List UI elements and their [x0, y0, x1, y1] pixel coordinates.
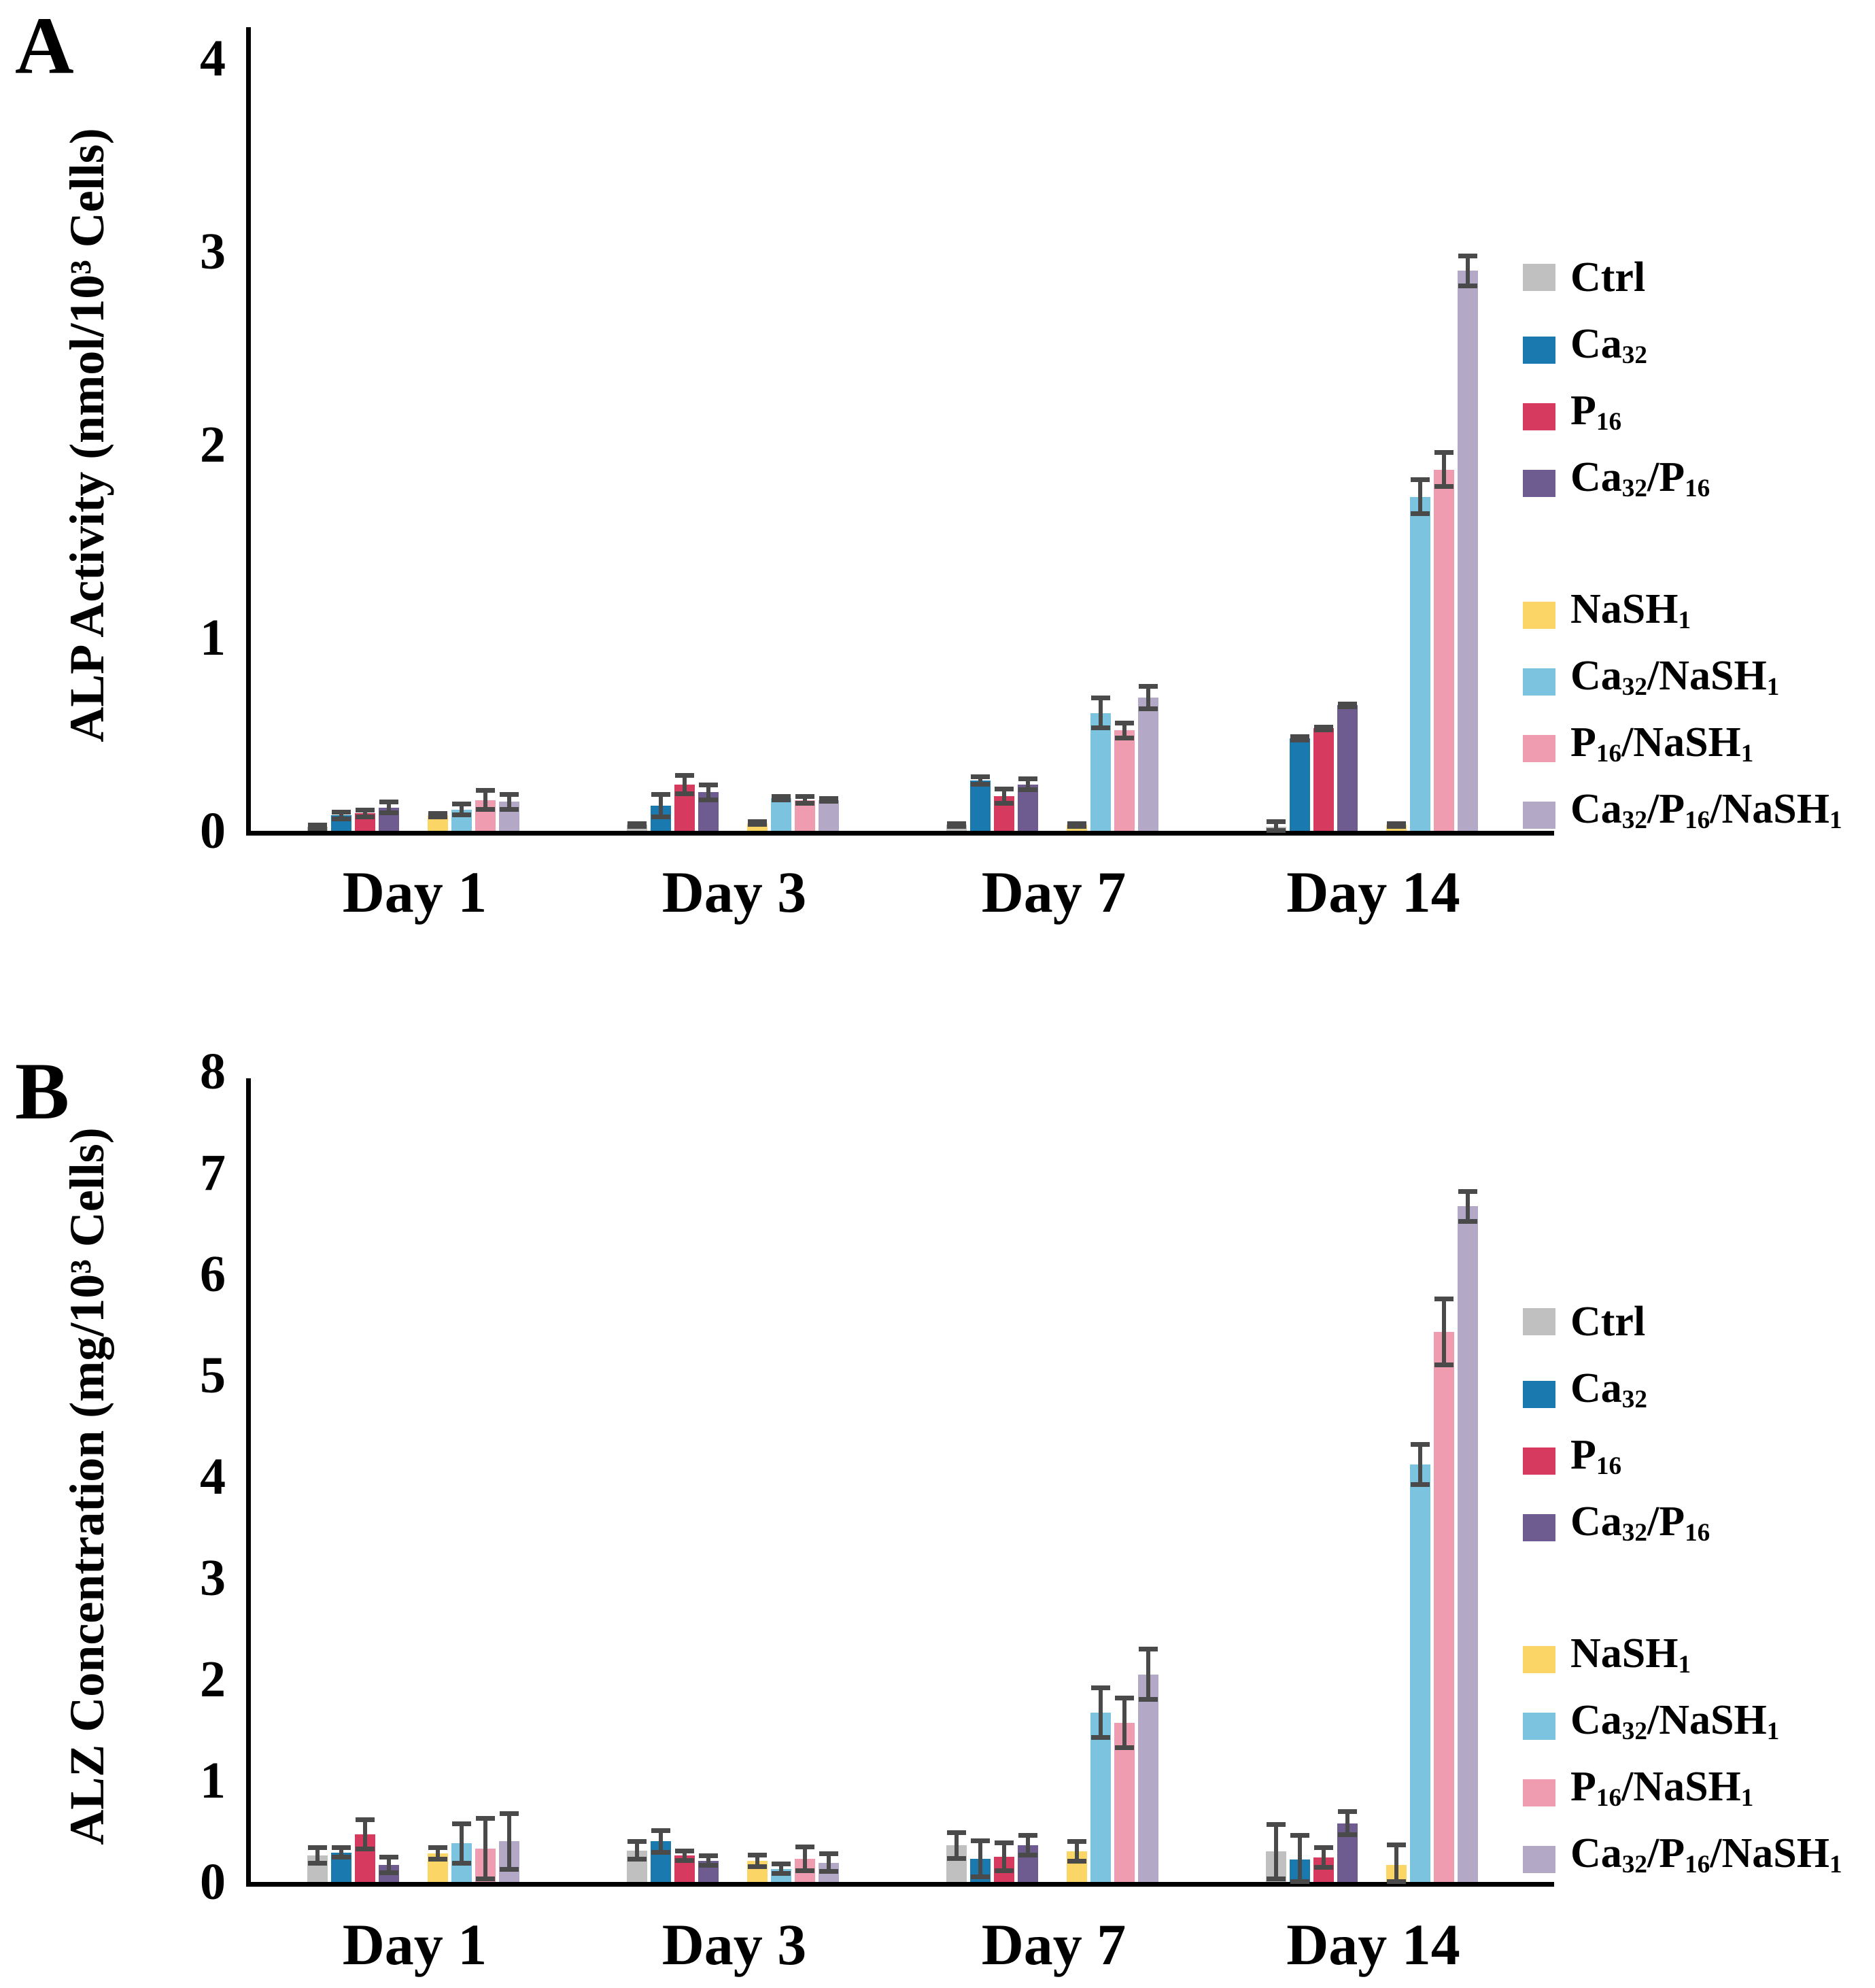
panel-a-error-cap-bottom-ca32-day2 — [651, 815, 670, 819]
legend-label-subscript: 32 — [1621, 673, 1647, 702]
panel-a-y-tick-label: 0 — [200, 802, 226, 859]
panel-b-error-cap-top-ctrl-day4 — [1267, 1822, 1286, 1827]
panel-b-error-cap-top-ca32-nash1-day3 — [1091, 1685, 1110, 1690]
panel-b-error-cap-bottom-p16-day4 — [1314, 1865, 1333, 1870]
panel-b-y-tick-label: 4 — [200, 1448, 226, 1505]
panel-b-error-cap-top-p16-nash1-day3 — [1115, 1696, 1134, 1700]
panel-b-y-tick-label: 0 — [200, 1853, 226, 1910]
panel-b-y-axis — [246, 1078, 251, 1887]
panel-b-bar-ca32-p16-nash1-day3 — [1138, 1675, 1158, 1882]
legend-label-ca32-p16 — [1570, 450, 1710, 516]
panel-a-x-category-label: Day 3 — [661, 859, 807, 925]
legend-label-subscript: 16 — [1685, 475, 1710, 503]
panel-a-error-cap-bottom-p16-nash1-day3 — [1115, 736, 1134, 740]
panel-b-error-bar-p16-nash1-day1 — [483, 1818, 487, 1879]
panel-a-y-tick-label: 4 — [200, 30, 226, 87]
legend-label-text: /NaSH — [1710, 1830, 1829, 1876]
panel-b-legend-item-ca32-p16-nash1 — [1523, 1826, 1842, 1892]
panel-b-error-bar-p16-nash1-day2 — [803, 1847, 807, 1871]
panel-b-letter: B — [15, 1046, 71, 1136]
panel-b-y-tick-label: 2 — [200, 1651, 226, 1708]
panel-b-y-tick-label: 6 — [200, 1246, 226, 1303]
panel-a-error-cap-top-p16-day3 — [995, 787, 1014, 791]
panel-b-error-cap-bottom-nash1-day3 — [1067, 1859, 1086, 1864]
legend-label-ca32-nash1 — [1570, 1693, 1779, 1759]
panel-a-error-cap-top-ca32-p16-nash1-day1 — [500, 792, 519, 797]
panel-b-error-cap-top-p16-day4 — [1314, 1845, 1333, 1850]
legend-label-subscript: 16 — [1685, 1851, 1710, 1879]
panel-b-error-cap-bottom-ca32-p16-nash1-day2 — [819, 1869, 838, 1874]
legend-label-text: Ca — [1570, 454, 1622, 500]
panel-b-error-cap-bottom-ca32-p16-day1 — [379, 1870, 398, 1875]
panel-b-error-bar-p16-day3 — [1002, 1843, 1006, 1871]
panel-a-error-cap-top-ca32-day2 — [651, 792, 670, 797]
panel-b-error-cap-top-ctrl-day1 — [308, 1845, 327, 1850]
panel-b-legend-item-p16-nash1 — [1523, 1760, 1753, 1826]
panel-b-error-cap-top-p16-day2 — [675, 1849, 694, 1853]
panel-a-error-cap-top-ca32-nash1-day4 — [1411, 477, 1430, 482]
panel-a-error-bar-ca32-nash1-day3 — [1099, 698, 1103, 728]
panel-b-error-cap-bottom-ca32-p16-nash1-day4 — [1458, 1219, 1477, 1224]
panel-a-error-cap-bottom-p16-nash1-day4 — [1434, 484, 1453, 489]
panel-b-error-cap-bottom-ctrl-day2 — [627, 1857, 647, 1862]
panel-b-bar-ca32-p16-nash1-day4 — [1458, 1206, 1478, 1882]
panel-b-y-tick-label: 1 — [200, 1752, 226, 1809]
legend-label-text: /NaSH — [1710, 786, 1829, 832]
panel-b-error-cap-top-ca32-day3 — [971, 1838, 990, 1843]
panel-a-error-cap-top-p16-nash1-day2 — [795, 794, 814, 799]
panel-b-error-cap-top-p16-nash1-day1 — [476, 1816, 495, 1821]
panel-a-error-cap-bottom-nash1-day3 — [1067, 824, 1086, 829]
legend-label-text: Ctrl — [1570, 254, 1646, 301]
panel-b-error-cap-top-p16-nash1-day4 — [1434, 1297, 1453, 1301]
panel-a-bar-ca32-nash1-day2 — [771, 798, 791, 831]
panel-a-error-cap-bottom-ca32-p16-nash1-day4 — [1458, 284, 1477, 288]
legend-label-text: /P — [1647, 1830, 1685, 1876]
panel-a-error-cap-bottom-ca32-p16-nash1-day1 — [500, 807, 519, 812]
legend-label-text: /P — [1647, 1498, 1685, 1545]
panel-b-error-cap-top-ca32-p16-day2 — [699, 1853, 718, 1858]
panel-a-bar-p16-day4 — [1313, 728, 1334, 831]
panel-a-legend-item-ca32-p16-nash1 — [1523, 782, 1842, 848]
legend-label-text: /NaSH — [1621, 719, 1741, 766]
panel-b-error-cap-bottom-ca32-day1 — [332, 1855, 351, 1860]
panel-b-error-cap-top-ca32-nash1-day4 — [1411, 1442, 1430, 1447]
panel-b-error-bar-ctrl-day4 — [1274, 1824, 1278, 1879]
panel-a-letter: A — [15, 0, 75, 90]
panel-a-error-cap-bottom-ca32-day4 — [1290, 738, 1309, 742]
legend-label-text: P — [1570, 1764, 1596, 1810]
legend-label-text: NaSH — [1570, 1630, 1679, 1677]
legend-label-subscript: 1 — [1678, 1651, 1691, 1679]
panel-a-bar-ca32-nash1-day3 — [1090, 713, 1111, 831]
legend-label-text: Ca — [1570, 1697, 1622, 1743]
panel-b-error-cap-top-ca32-p16-day1 — [379, 1855, 398, 1860]
panel-b-error-bar-ca32-day3 — [978, 1840, 982, 1877]
panel-b-error-cap-bottom-ctrl-day1 — [308, 1861, 327, 1866]
panel-b-y-tick-label: 3 — [200, 1549, 226, 1607]
panel-b-error-bar-ca32-nash1-day4 — [1418, 1444, 1422, 1485]
legend-swatch-ca32 — [1523, 1381, 1555, 1408]
panel-a-error-cap-top-ca32-p16-day3 — [1018, 776, 1037, 781]
legend-swatch-ca32-p16 — [1523, 470, 1555, 497]
legend-label-text: /P — [1647, 786, 1685, 832]
panel-b-error-cap-bottom-ca32-nash1-day3 — [1091, 1735, 1110, 1740]
panel-b-error-cap-top-nash1-day1 — [428, 1845, 447, 1850]
panel-b-error-cap-bottom-ca32-p16-day3 — [1018, 1853, 1037, 1857]
panel-b-error-cap-bottom-p16-day3 — [995, 1868, 1014, 1873]
panel-a-error-cap-bottom-p16-nash1-day1 — [476, 807, 495, 812]
legend-label-subscript: 1 — [1678, 606, 1691, 635]
panel-a-y-tick-label: 3 — [200, 223, 226, 280]
legend-label-subscript: 32 — [1621, 1386, 1647, 1414]
panel-b-error-cap-top-p16-day3 — [995, 1840, 1014, 1845]
legend-label-text: /P — [1647, 454, 1685, 500]
panel-b-error-cap-bottom-p16-nash1-day2 — [795, 1868, 814, 1873]
panel-b-error-cap-top-nash1-day2 — [748, 1853, 767, 1857]
panel-a-error-cap-top-p16-nash1-day1 — [476, 788, 495, 793]
panel-a-error-cap-bottom-ca32-nash1-day4 — [1411, 511, 1430, 516]
legend-swatch-ca32-nash1 — [1523, 668, 1555, 696]
panel-b-bar-ca32-nash1-day4 — [1410, 1464, 1430, 1882]
panel-b-error-cap-top-p16-nash1-day2 — [795, 1845, 814, 1849]
legend-swatch-p16 — [1523, 403, 1555, 430]
panel-a-error-cap-bottom-ctrl-day3 — [947, 824, 966, 829]
panel-b-error-cap-top-ca32-p16-nash1-day1 — [500, 1811, 519, 1816]
panel-a-bar-p16-nash1-day3 — [1114, 730, 1135, 831]
panel-a-error-cap-bottom-ctrl-day4 — [1267, 828, 1286, 833]
legend-label-ctrl — [1570, 1295, 1645, 1349]
panel-b-x-category-label: Day 7 — [981, 1912, 1126, 1977]
panel-b-error-bar-ctrl-day3 — [954, 1832, 959, 1859]
panel-b-error-cap-top-ca32-p16-nash1-day2 — [819, 1851, 838, 1856]
legend-label-subscript: 32 — [1621, 806, 1647, 835]
panel-a-bar-ca32-day4 — [1290, 738, 1310, 831]
legend-label-text: Ca — [1570, 1498, 1622, 1545]
panel-b-error-bar-p16-nash1-day3 — [1122, 1698, 1126, 1749]
legend-label-text: /NaSH — [1647, 1697, 1767, 1743]
legend-label-p16 — [1570, 1428, 1621, 1494]
panel-a-error-cap-bottom-ca32-p16-day2 — [699, 798, 718, 802]
legend-label-subscript: 16 — [1596, 1784, 1622, 1813]
panel-b-legend-item-p16 — [1523, 1428, 1621, 1494]
panel-a-legend-item-nash1 — [1523, 582, 1691, 648]
panel-b-legend-item-ca32 — [1523, 1361, 1647, 1427]
panel-a-error-cap-bottom-p16-day4 — [1314, 727, 1333, 732]
panel-b-error-cap-bottom-p16-nash1-day1 — [476, 1876, 495, 1881]
legend-label-text: P — [1570, 388, 1596, 434]
legend-swatch-ca32-p16-nash1 — [1523, 802, 1555, 829]
panel-b-error-cap-top-nash1-day3 — [1067, 1839, 1086, 1844]
panel-a-error-cap-top-p16-day1 — [356, 808, 375, 812]
panel-b-error-cap-top-ca32-nash1-day1 — [452, 1821, 471, 1826]
panel-a-error-cap-bottom-p16-day1 — [356, 815, 375, 819]
panel-b-error-cap-top-ctrl-day3 — [947, 1830, 966, 1835]
panel-a-error-cap-top-ca32-day1 — [332, 810, 351, 815]
panel-b-error-cap-top-ca32-day1 — [332, 1845, 351, 1850]
legend-label-ca32-p16-nash1 — [1570, 782, 1842, 848]
panel-b-x-axis — [246, 1882, 1554, 1887]
panel-a-error-bar-p16-nash1-day4 — [1442, 452, 1446, 487]
panel-a-bar-ca32-day3 — [970, 781, 991, 831]
panel-b-error-cap-bottom-ca32-nash1-day4 — [1411, 1482, 1430, 1487]
panel-a-error-cap-bottom-ca32-day1 — [332, 817, 351, 821]
panel-a-error-cap-bottom-ca32-nash1-day3 — [1091, 725, 1110, 730]
panel-b-error-cap-bottom-ca32-nash1-day1 — [452, 1861, 471, 1866]
panel-b-error-bar-ca32-p16-nash1-day3 — [1146, 1649, 1150, 1700]
panel-a-error-cap-top-p16-nash1-day4 — [1434, 450, 1453, 455]
legend-label-p16-nash1 — [1570, 1760, 1753, 1826]
legend-label-subscript: 1 — [1740, 1784, 1754, 1813]
legend-label-subscript: 32 — [1621, 1717, 1647, 1746]
panel-b-error-cap-bottom-p16-day1 — [356, 1847, 375, 1851]
legend-label-text: /NaSH — [1647, 653, 1767, 699]
panel-a-error-bar-ca32-p16-nash1-day3 — [1146, 686, 1150, 709]
legend-label-nash1 — [1570, 582, 1691, 648]
panel-b-error-cap-top-ca32-p16-nash1-day3 — [1139, 1647, 1158, 1651]
legend-label-subscript: 16 — [1685, 806, 1710, 835]
legend-label-subscript: 1 — [1766, 1717, 1780, 1746]
panel-a-x-axis — [246, 831, 1554, 836]
panel-b-error-cap-top-ca32-p16-day3 — [1018, 1833, 1037, 1838]
panel-b-error-cap-bottom-p16-nash1-day4 — [1434, 1363, 1453, 1367]
panel-a-y-axis — [246, 27, 251, 836]
legend-label-p16 — [1570, 383, 1621, 449]
panel-a-error-cap-bottom-ca32-p16-nash1-day3 — [1139, 706, 1158, 711]
panel-a-error-cap-top-p16-day2 — [675, 773, 694, 778]
panel-a-bar-ca32-p16-nash1-day2 — [819, 800, 839, 831]
panel-b-error-cap-top-nash1-day4 — [1387, 1843, 1406, 1847]
legend-label-text: Ca — [1570, 1830, 1622, 1876]
panel-a-error-cap-bottom-ca32-p16-day3 — [1018, 787, 1037, 792]
panel-a-error-cap-top-ca32-p16-nash1-day3 — [1139, 684, 1158, 689]
panel-a-error-cap-bottom-nash1-day2 — [748, 822, 767, 827]
legend-label-subscript: 32 — [1621, 1519, 1647, 1547]
panel-a-legend-item-p16-nash1 — [1523, 715, 1753, 781]
legend-label-text: Ctrl — [1570, 1299, 1646, 1345]
panel-a-error-cap-top-ctrl-day4 — [1267, 819, 1286, 824]
legend-label-subscript: 1 — [1740, 740, 1754, 768]
legend-label-subscript: 16 — [1596, 740, 1622, 768]
panel-b-legend-item-ca32-nash1 — [1523, 1693, 1779, 1759]
panel-a-y-axis-title: ALP Activity (nmol/10³ Cells) — [60, 128, 114, 742]
panel-a-x-category-label: Day 14 — [1286, 859, 1460, 925]
panel-b-error-cap-bottom-nash1-day2 — [748, 1864, 767, 1869]
legend-label-text: P — [1570, 719, 1596, 766]
panel-a-error-cap-bottom-ctrl-day1 — [308, 826, 327, 831]
panel-b-error-cap-bottom-p16-day2 — [675, 1858, 694, 1863]
panel-a-bar-ca32-p16-day4 — [1337, 705, 1358, 831]
panel-a-error-cap-bottom-p16-nash1-day2 — [795, 801, 814, 806]
panel-a-error-cap-bottom-ca32-nash1-day1 — [452, 812, 471, 817]
panel-b-error-bar-ca32-p16-day4 — [1345, 1811, 1349, 1836]
legend-label-text: Ca — [1570, 1365, 1622, 1411]
legend-label-subscript: 1 — [1829, 1851, 1842, 1879]
panel-b-error-cap-bottom-ca32-p16-nash1-day1 — [500, 1867, 519, 1872]
legend-label-nash1 — [1570, 1626, 1691, 1692]
panel-a-error-cap-top-ca32-day3 — [971, 774, 990, 779]
legend-label-text: Ca — [1570, 321, 1622, 367]
panel-a-legend-item-ca32 — [1523, 317, 1647, 383]
panel-b-error-bar-ca32-p16-nash1-day4 — [1466, 1191, 1470, 1222]
panel-b-legend-item-ca32-p16 — [1523, 1494, 1710, 1560]
panel-b-error-cap-bottom-nash1-day4 — [1387, 1879, 1406, 1884]
legend-label-text: Ca — [1570, 786, 1622, 832]
panel-a-legend-item-p16 — [1523, 383, 1621, 449]
legend-label-text: Ca — [1570, 653, 1622, 699]
panel-a-error-cap-bottom-nash1-day4 — [1387, 824, 1406, 829]
panel-a-error-bar-ca32-day2 — [659, 794, 663, 817]
panel-a-y-tick-label: 1 — [200, 609, 226, 666]
legend-label-ca32 — [1570, 1361, 1647, 1427]
panel-a-x-category-label: Day 7 — [981, 859, 1126, 925]
panel-a-x-category-label: Day 1 — [342, 859, 487, 925]
panel-b-error-bar-ca32-nash1-day1 — [460, 1823, 464, 1864]
panel-b-error-cap-bottom-ca32-nash1-day2 — [772, 1871, 791, 1876]
legend-label-text: /NaSH — [1621, 1764, 1741, 1810]
panel-b-error-bar-nash1-day4 — [1394, 1845, 1398, 1882]
legend-label-text: NaSH — [1570, 586, 1679, 632]
legend-swatch-ca32-p16-nash1 — [1523, 1846, 1555, 1873]
panel-b-error-bar-ca32-p16-nash1-day1 — [507, 1813, 511, 1870]
panel-a-error-bar-ca32-p16-nash1-day4 — [1466, 256, 1470, 286]
legend-swatch-nash1 — [1523, 1646, 1555, 1673]
legend-swatch-ctrl — [1523, 264, 1555, 291]
panel-a-error-cap-top-ca32-p16-nash1-day4 — [1458, 254, 1477, 258]
legend-label-text: P — [1570, 1432, 1596, 1478]
panel-b-error-cap-bottom-ca32-p16-day2 — [699, 1863, 718, 1868]
legend-label-ca32-p16-nash1 — [1570, 1826, 1842, 1892]
panel-b-error-cap-bottom-p16-nash1-day3 — [1115, 1745, 1134, 1750]
panel-b-error-bar-p16-nash1-day4 — [1442, 1299, 1446, 1365]
panel-a-error-cap-top-ca32-p16-day1 — [379, 800, 398, 804]
panel-a-legend-item-ca32-nash1 — [1523, 649, 1779, 715]
panel-b-error-bar-ca32-nash1-day3 — [1099, 1687, 1103, 1738]
panel-b-error-cap-top-ca32-p16-nash1-day4 — [1458, 1189, 1477, 1194]
legend-label-ca32-nash1 — [1570, 649, 1779, 715]
legend-swatch-nash1 — [1523, 602, 1555, 629]
legend-label-subscript: 16 — [1596, 1452, 1622, 1481]
panel-a-error-cap-bottom-ca32-p16-nash1-day2 — [819, 799, 838, 804]
panel-b-error-cap-bottom-ca32-day3 — [971, 1874, 990, 1879]
panel-a-y-tick-label: 2 — [200, 416, 226, 473]
panel-b-error-bar-p16-day1 — [363, 1819, 367, 1850]
panel-a-bar-ca32-nash1-day4 — [1410, 497, 1430, 831]
panel-b-legend-item-nash1 — [1523, 1626, 1691, 1692]
panel-a-error-cap-top-ca32-nash1-day1 — [452, 802, 471, 806]
legend-label-subscript: 1 — [1829, 806, 1842, 835]
legend-label-subscript: 32 — [1621, 475, 1647, 503]
panel-a-legend-item-ctrl — [1523, 250, 1645, 305]
panel-b-y-tick-label: 5 — [200, 1347, 226, 1404]
legend-swatch-ca32-nash1 — [1523, 1713, 1555, 1740]
panel-b-legend-item-ctrl — [1523, 1295, 1645, 1349]
panel-b-error-cap-bottom-nash1-day1 — [428, 1857, 447, 1862]
panel-a-error-cap-bottom-ca32-day3 — [971, 782, 990, 787]
panel-b-error-cap-bottom-ctrl-day3 — [947, 1856, 966, 1861]
panel-a-error-cap-top-ca32-nash1-day3 — [1091, 696, 1110, 700]
panel-b-y-tick-label: 8 — [200, 1043, 226, 1100]
legend-swatch-p16-nash1 — [1523, 1779, 1555, 1806]
panel-b-error-cap-top-ca32-day2 — [651, 1828, 670, 1833]
panel-a-error-cap-top-ca32-p16-day2 — [699, 783, 718, 787]
panel-a-error-cap-top-p16-nash1-day3 — [1115, 721, 1134, 725]
legend-label-ctrl — [1570, 250, 1645, 305]
panel-a-error-cap-bottom-p16-day2 — [675, 791, 694, 796]
panel-b-x-category-label: Day 3 — [661, 1912, 807, 1977]
panel-b-error-cap-top-ctrl-day2 — [627, 1839, 647, 1844]
panel-a-error-cap-bottom-ca32-p16-day1 — [379, 810, 398, 815]
panel-a-bar-ca32-p16-nash1-day4 — [1458, 271, 1478, 831]
legend-label-p16-nash1 — [1570, 715, 1753, 781]
panel-b-error-cap-bottom-ca32-p16-day4 — [1338, 1832, 1357, 1837]
panel-b-y-axis-title: ALZ Concentration (mg/10³ Cells) — [60, 1127, 114, 1845]
panel-b-error-cap-bottom-ca32-day2 — [651, 1850, 670, 1855]
panel-b-error-cap-bottom-ca32-day4 — [1290, 1879, 1309, 1884]
panel-a-error-cap-bottom-nash1-day1 — [428, 815, 447, 819]
panel-a-bar-ca32-p16-nash1-day3 — [1138, 698, 1158, 831]
panel-b-bar-p16-nash1-day4 — [1434, 1332, 1454, 1882]
panel-b-error-cap-top-ca32-day4 — [1290, 1833, 1309, 1838]
panel-b-x-category-label: Day 14 — [1286, 1912, 1460, 1977]
legend-swatch-ca32-p16 — [1523, 1514, 1555, 1541]
legend-label-ca32 — [1570, 317, 1647, 383]
panel-a-bar-p16-nash1-day4 — [1434, 470, 1454, 831]
legend-swatch-p16 — [1523, 1447, 1555, 1475]
panel-a-error-cap-bottom-p16-day3 — [995, 801, 1014, 806]
legend-swatch-ca32 — [1523, 337, 1555, 364]
panel-b-error-cap-top-ca32-p16-day4 — [1338, 1809, 1357, 1814]
legend-label-subscript: 32 — [1621, 341, 1647, 370]
panel-a-legend-item-ca32-p16 — [1523, 450, 1710, 516]
panel-b-x-category-label: Day 1 — [342, 1912, 487, 1977]
legend-swatch-ctrl — [1523, 1308, 1555, 1335]
panel-b-error-cap-top-p16-day1 — [356, 1817, 375, 1822]
panel-b-y-tick-label: 7 — [200, 1144, 226, 1201]
legend-label-subscript: 16 — [1596, 408, 1622, 436]
legend-label-subscript: 16 — [1685, 1519, 1710, 1547]
panel-a-error-cap-bottom-ctrl-day2 — [627, 824, 647, 829]
legend-swatch-p16-nash1 — [1523, 735, 1555, 762]
panel-a-error-cap-bottom-ca32-nash1-day2 — [772, 798, 791, 802]
panel-b-error-cap-bottom-ctrl-day4 — [1267, 1876, 1286, 1881]
panel-a-error-bar-ca32-nash1-day4 — [1418, 479, 1422, 514]
panel-b-error-cap-bottom-ca32-p16-nash1-day3 — [1139, 1697, 1158, 1702]
legend-label-subscript: 1 — [1766, 673, 1780, 702]
panel-b-error-cap-top-ca32-nash1-day2 — [772, 1862, 791, 1866]
legend-label-ca32-p16 — [1570, 1494, 1710, 1560]
legend-label-subscript: 32 — [1621, 1851, 1647, 1879]
panel-a-error-cap-bottom-ca32-p16-day4 — [1338, 704, 1357, 709]
panel-b-error-bar-ca32-day4 — [1298, 1835, 1302, 1882]
